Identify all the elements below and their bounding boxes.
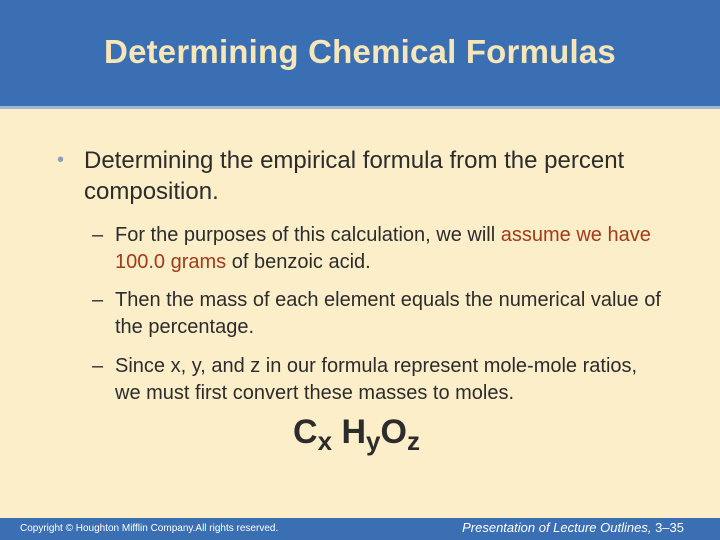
sub-bullet-marker: –: [92, 355, 104, 377]
formula-oxygen: O: [380, 413, 407, 451]
main-bullet: [57, 145, 657, 207]
sub-bullet-2-text: Then the mass of each element equals the numerical value of the percentage.: [115, 289, 661, 338]
formula-subscript-y: y: [366, 426, 381, 456]
formula-hydrogen: H: [341, 413, 367, 451]
formula-subscript-x: x: [317, 426, 333, 456]
sub-bullet-3: [92, 353, 662, 407]
slide-title: Determining Chemical Formulas: [104, 33, 616, 70]
sub-bullet-1-after: of benzoic acid.: [226, 251, 371, 273]
formula-subscript-z: z: [406, 426, 420, 456]
presentation-title: Presentation of Lecture Outlines,: [462, 520, 652, 535]
formula-carbon: C: [293, 413, 318, 451]
copyright-text: Copyright © Houghton Mifflin Company.All rights reserved.: [20, 523, 279, 534]
sub-bullet-3-text: Since x, y, and z in our formula represent mole-mole ratios, we must first convert these masses to moles.: [115, 355, 638, 404]
sub-bullet-marker: –: [92, 224, 104, 246]
title-divider: [0, 106, 720, 109]
sub-bullet-1-text: [115, 222, 662, 276]
bullet-marker: •: [57, 149, 65, 171]
sub-bullet-2: [92, 287, 662, 341]
main-bullet-text: Determining the empirical formula from the percent composition.: [84, 147, 625, 205]
sub-bullet-1: [92, 222, 662, 276]
presentation-label: [462, 520, 684, 535]
page-number: 3–35: [651, 520, 684, 535]
sub-bullet-marker: –: [92, 289, 104, 311]
sub-bullet-1-highlight: assume we have 100.0 grams: [115, 224, 651, 273]
sub-bullet-1-before: For the purposes of this calculation, we will: [115, 224, 501, 246]
chemical-formula: [293, 413, 420, 456]
